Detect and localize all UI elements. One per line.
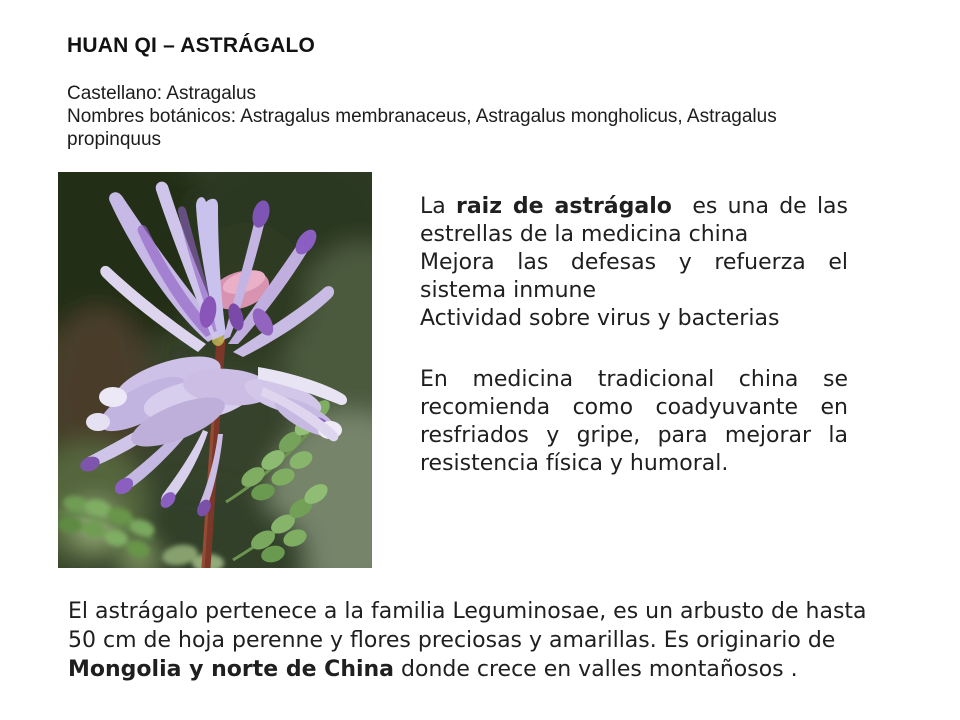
castellano-line: Castellano: Astragalus — [67, 83, 257, 104]
text-segment: es una de las — [671, 194, 849, 219]
botanical-names-continuation: propinquus — [67, 129, 162, 150]
flower-photo — [58, 172, 372, 568]
text-line: estrellas de la medicina china — [420, 222, 749, 247]
botanical-names-line: Nombres botánicos: Astragalus membranaceus, Astragalus mongholicus, Astragalus — [67, 106, 777, 127]
paragraph-botanical-description — [68, 597, 930, 684]
bold-root-name: raiz de astrágalo — [455, 194, 672, 219]
text-line: El astrágalo pertenece a la familia Leguminosae, es un arbusto de hasta — [68, 599, 867, 624]
text-line: resistencia física y humoral. — [420, 451, 729, 476]
text-line — [68, 655, 930, 684]
subtitle-block — [67, 82, 777, 151]
paragraph-tcm-recommendation — [420, 366, 848, 478]
text-line: sistema inmune — [420, 278, 597, 303]
text-segment: donde crece en valles montañosos . — [394, 657, 798, 682]
intro-text-column — [420, 193, 848, 478]
paragraph-immune-benefits — [420, 193, 848, 333]
text-line: Mejora las defesas y refuerza el — [420, 250, 848, 275]
text-line: recomienda como coadyuvante en — [420, 395, 848, 420]
text-line — [420, 193, 848, 221]
text-line: En medicina tradicional china se — [420, 367, 848, 392]
flower-photo-illustration — [58, 172, 372, 568]
text-line: Actividad sobre virus y bacterias — [420, 306, 780, 331]
text-line: resfriados y gripe, para mejorar la — [420, 423, 848, 448]
text-line: 50 cm de hoja perenne y flores preciosas y amarillas. Es originario de — [68, 628, 836, 653]
bold-origin-text: Mongolia y norte de China — [68, 657, 395, 682]
page-title: HUAN QI – ASTRÁGALO — [67, 34, 316, 57]
text-segment: La — [420, 194, 456, 219]
